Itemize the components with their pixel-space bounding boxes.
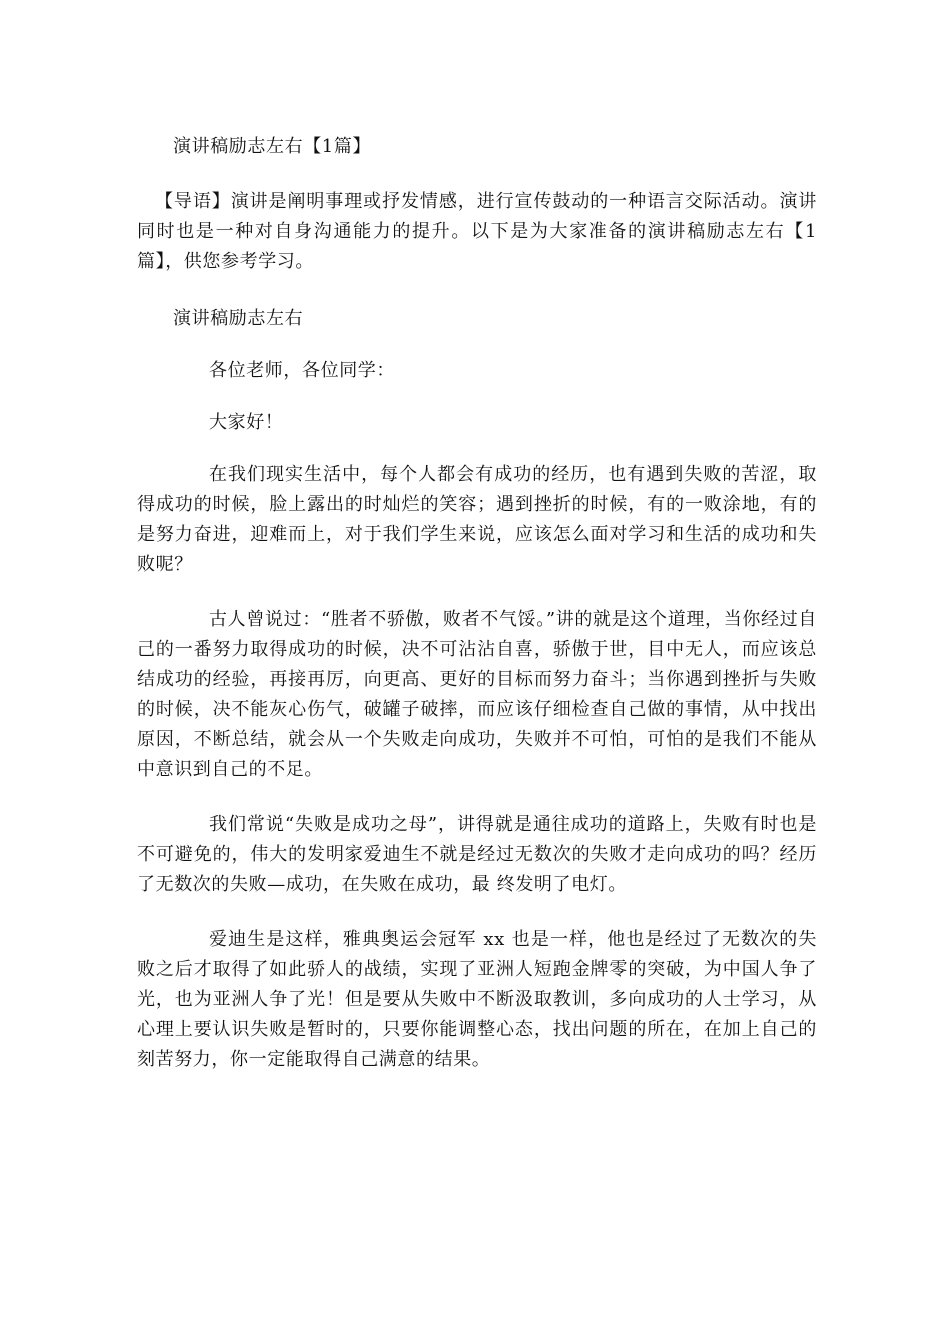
intro-paragraph: 【导语】演讲是阐明事理或抒发情感，进行宣传鼓动的一种语言交际活动。演讲同时也是一种对自身沟通能力的提升。以下是为大家准备的演讲稿励志左右【1篇】，供您参考学习。 [137, 191, 817, 272]
document-title: 演讲稿励志左右【1篇】 [173, 136, 372, 157]
body-paragraph-4: 爱迪生是这样，雅典奥运会冠军 xx 也是一样，他也是经过了无数次的失败之后才取得了如此骄人的战绩，实现了亚洲人短跑金牌零的突破，为中国人争了光，也为亚洲人争了光！但是要从失败中不断汲取教训，多向成功的人士学习，从心理上要认识失败是暂时的，只要你能调整心态，找出问题的所在，在加上自己的刻苦努力，你一定能取得自己满意的结果。 [137, 929, 817, 1070]
body-paragraph-1: 在我们现实生活中，每个人都会有成功的经历，也有遇到失败的苦涩，取得成功的时候，脸上露出的时灿烂的笑容；遇到挫折的时候，有的一败涂地，有的是努力奋进，迎难而上，对于我们学生来说，应该怎么面对学习和生活的成功和失败呢？ [137, 464, 817, 575]
speech-subtitle: 演讲稿励志左右 [173, 308, 304, 329]
greeting: 大家好！ [209, 412, 284, 433]
salutation: 各位老师，各位同学： [209, 360, 395, 381]
document-body [137, 132, 817, 1100]
body-paragraph-3: 我们常说“失败是成功之母”，讲得就是通往成功的道路上，失败有时也是不可避免的，伟大的发明家爱迪生不就是经过无数次的失败才走向成功的吗？经历了无数次的失败—成功，在失败在成功，最 终发明了电灯。 [137, 814, 817, 895]
body-paragraph-2: 古人曾说过：“胜者不骄傲，败者不气馁。”讲的就是这个道理，当你经过自己的一番努力取得成功的时候，决不可沾沾自喜，骄傲于世，目中无人，而应该总结成功的经验，再接再厉，向更高、更好的目标而努力奋斗；当你遇到挫折与失败的时候，决不能灰心伤气，破罐子破摔，而应该仔细检查自己做的事情，从中找出原因，不断总结，就会从一个失败走向成功，失败并不可怕，可怕的是我们不能从中意识到自己的不足。 [137, 609, 817, 780]
